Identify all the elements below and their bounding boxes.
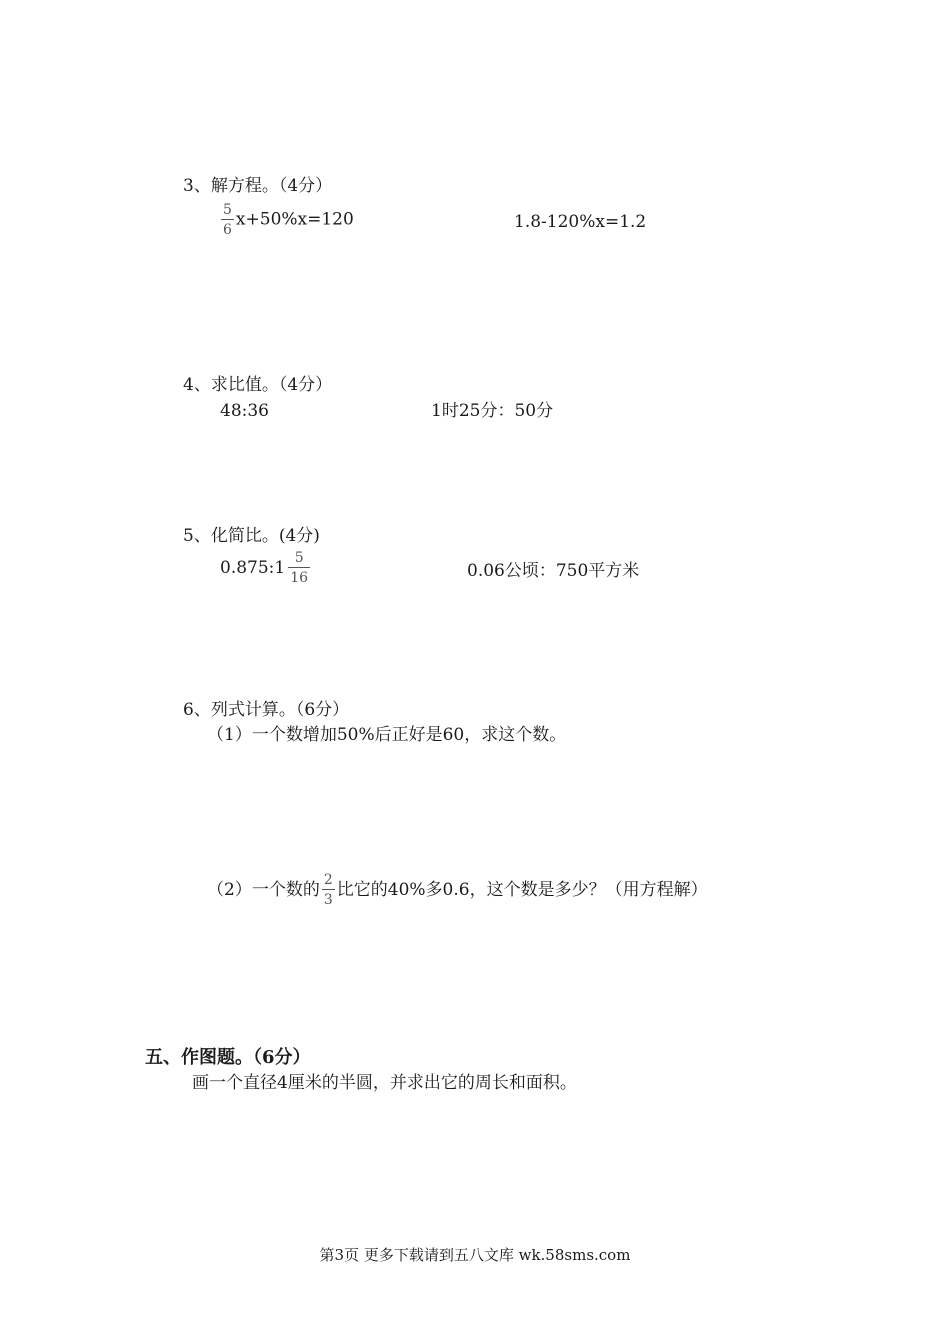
ratio-prefix: 0.875: bbox=[220, 557, 275, 578]
q5-item-1 bbox=[220, 551, 312, 585]
q5-heading: 5、化简比。(4分) bbox=[183, 526, 320, 546]
section5-heading: 五、作图题。（6分） bbox=[145, 1047, 311, 1068]
mixed-number-whole: 1 bbox=[274, 557, 286, 578]
q3-heading: 3、解方程。（4分） bbox=[183, 176, 333, 196]
fraction-numerator: 5 bbox=[223, 202, 232, 218]
q6-heading: 6、列式计算。（6分） bbox=[183, 700, 350, 720]
q4-item-1: 48:36 bbox=[220, 401, 269, 421]
q5-item-2: 0.06公顷：750平方米 bbox=[467, 561, 640, 581]
fraction-denominator: 6 bbox=[221, 219, 234, 237]
fraction-denominator: 3 bbox=[322, 889, 335, 907]
equation-text: x+50%x=120 bbox=[235, 209, 354, 230]
q3-equation-1 bbox=[219, 203, 354, 237]
sub2-prefix: （2）一个数的 bbox=[207, 879, 320, 900]
q6-sub-1: （1）一个数增加50%后正好是60，求这个数。 bbox=[207, 725, 567, 745]
fraction-numerator: 2 bbox=[323, 872, 333, 888]
q4-item-2: 1时25分：50分 bbox=[431, 401, 554, 421]
q4-heading: 4、求比值。（4分） bbox=[183, 375, 333, 395]
fraction-five-sixths bbox=[221, 203, 234, 237]
section5-body: 画一个直径4厘米的半圆，并求出它的周长和面积。 bbox=[192, 1073, 577, 1093]
fraction-denominator: 16 bbox=[288, 567, 310, 585]
fraction-numerator: 5 bbox=[294, 550, 304, 566]
q6-sub-2 bbox=[207, 873, 708, 907]
q3-equation-2: 1.8-120%x=1.2 bbox=[514, 212, 647, 232]
page-footer: 第3页 更多下载请到五八文库 wk.58sms.com bbox=[319, 1246, 631, 1264]
fraction-five-sixteenths bbox=[288, 551, 310, 585]
fraction-two-thirds bbox=[322, 873, 335, 907]
sub2-suffix: 比它的40%多0.6，这个数是多少？（用方程解） bbox=[336, 879, 708, 900]
